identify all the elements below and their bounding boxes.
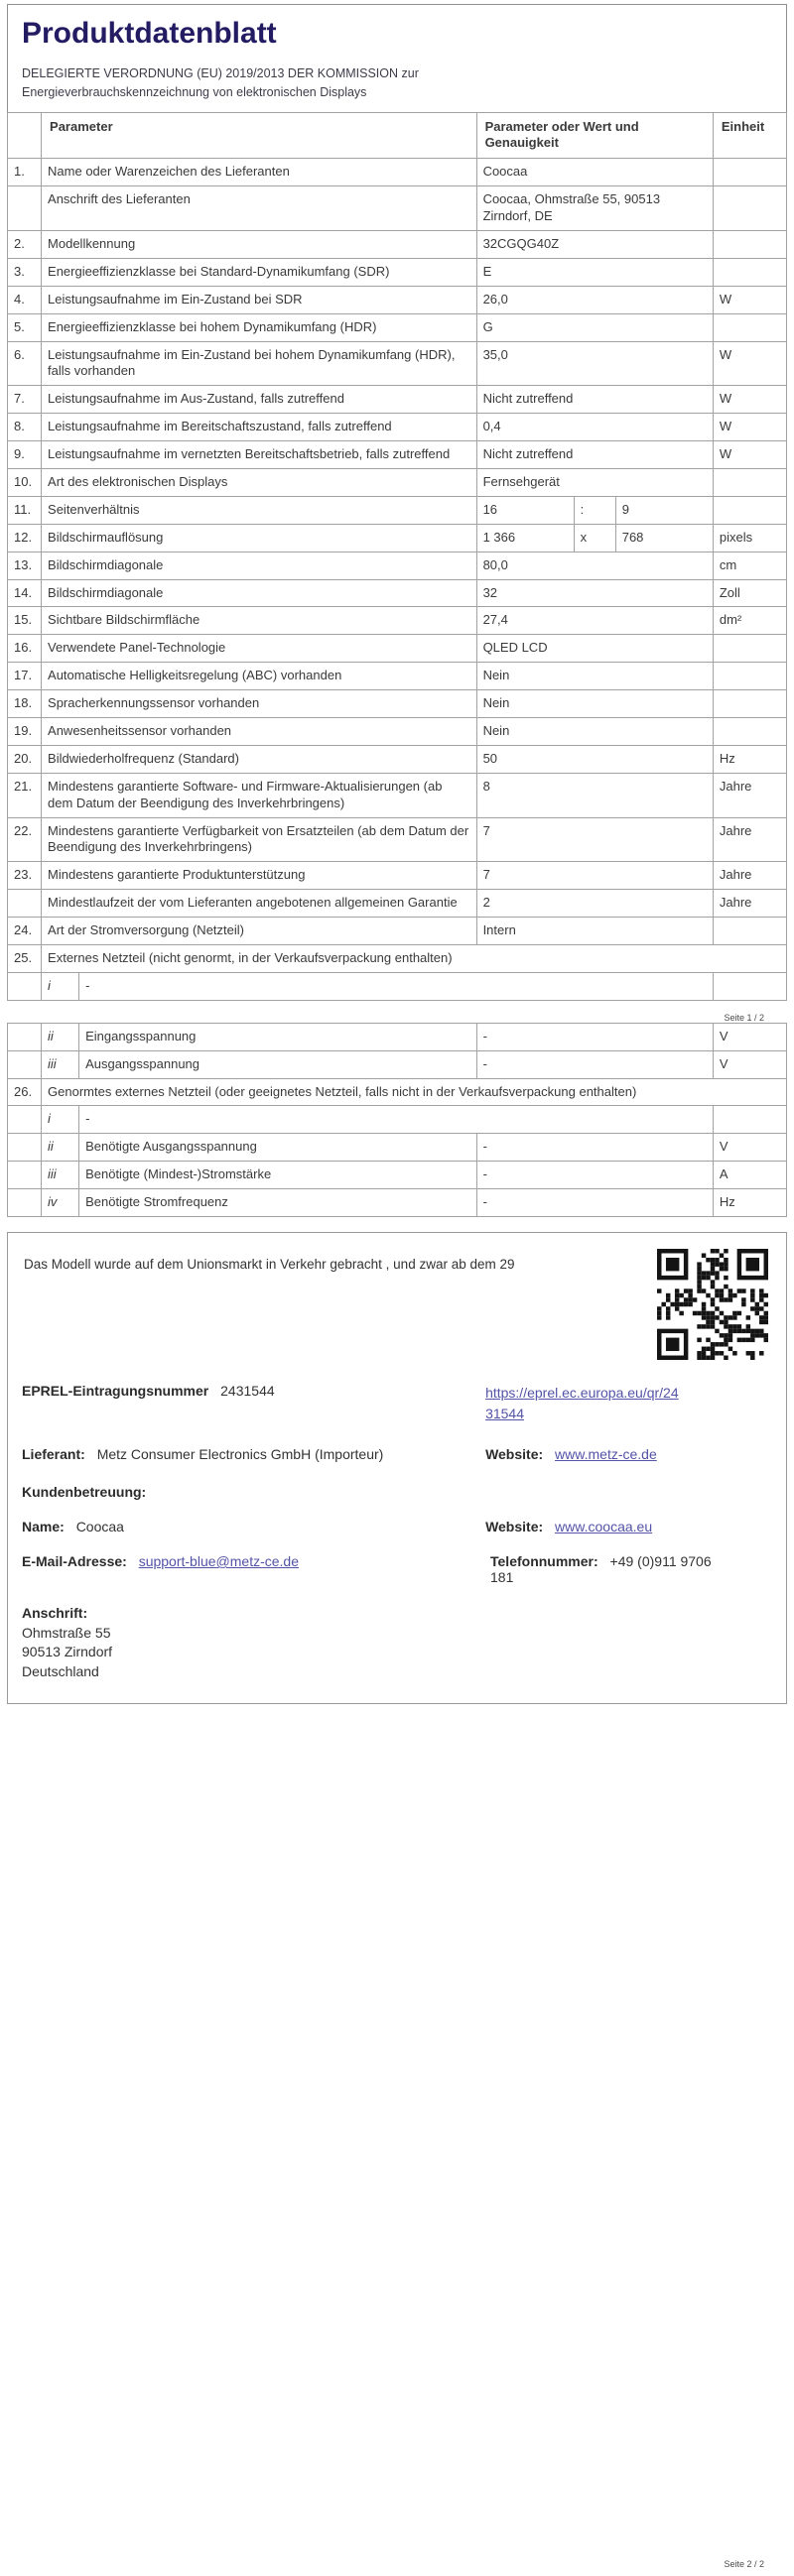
row-unit	[713, 972, 786, 1000]
row-unit	[713, 186, 786, 231]
phone-value: +49 (0)911 9706 181	[490, 1553, 712, 1586]
row-unit: V	[713, 1023, 786, 1050]
name-value: Coocaa	[75, 1519, 124, 1535]
p1-row-8	[8, 414, 787, 441]
value-second: 768	[615, 524, 713, 552]
p1-row-11	[8, 496, 787, 524]
subtitle-line-1: DELEGIERTE VERORDNUNG (EU) 2019/2013 DER KOMMISSION zur	[22, 66, 419, 80]
website2-link[interactable]: www.coocaa.eu	[555, 1519, 653, 1535]
supplier-info-box	[7, 1232, 787, 1704]
row-value: 32	[476, 579, 713, 607]
supplier-value: Metz Consumer Electronics GmbH (Importeur)	[96, 1446, 384, 1463]
row-label: Automatische Helligkeitsregelung (ABC) vorhanden	[42, 663, 477, 690]
header-number-cell	[8, 112, 42, 159]
name-label: Name:	[22, 1519, 65, 1535]
p2-row-2	[8, 1078, 787, 1106]
row-number: 10.	[8, 468, 42, 496]
row-label: Leistungsaufnahme im vernetzten Bereitschaftsbetrieb, falls zutreffend	[42, 441, 477, 469]
row-number: 19.	[8, 717, 42, 745]
p1-row-2	[8, 230, 787, 258]
row-label: Genormtes externes Netzteil (oder geeignetes Netzteil, falls nicht in der Verkaufsverpackung enthalten)	[42, 1078, 787, 1106]
website1-label: Website:	[485, 1446, 544, 1463]
subtitle-line-2: Energieverbrauchskennzeichnung von elektronischen Displays	[22, 84, 367, 99]
row-value: Coocaa, Ohmstraße 55, 90513 Zirndorf, DE	[476, 186, 713, 231]
title-block	[7, 4, 787, 112]
row-label: Bildschirmdiagonale	[42, 579, 477, 607]
row-value: -	[79, 972, 714, 1000]
row-label: Benötigte Ausgangsspannung	[79, 1134, 477, 1162]
row-label: Energieeffizienzklasse bei hohem Dynamikumfang (HDR)	[42, 313, 477, 341]
row-roman: i	[42, 1106, 79, 1134]
p1-row-10	[8, 468, 787, 496]
row-unit: Jahre	[713, 817, 786, 862]
row-number: 25.	[8, 945, 42, 973]
row-number: 17.	[8, 663, 42, 690]
row-label: Energieeffizienzklasse bei Standard-Dynamikumfang (SDR)	[42, 258, 477, 286]
row-number: 8.	[8, 414, 42, 441]
row-value: G	[476, 313, 713, 341]
p1-row-14	[8, 579, 787, 607]
row-number	[8, 1023, 42, 1050]
p1-row-5	[8, 313, 787, 341]
row-value: 2	[476, 890, 713, 918]
row-unit: Zoll	[713, 579, 786, 607]
p1-row-22	[8, 817, 787, 862]
email-label: E-Mail-Adresse:	[22, 1553, 127, 1570]
row-value: -	[476, 1050, 713, 1078]
qr-code	[655, 1247, 774, 1366]
email-row	[22, 1553, 772, 1585]
row-value: 7	[476, 862, 713, 890]
eprel-number: 2431544	[220, 1383, 275, 1400]
row-unit: W	[713, 341, 786, 386]
row-label: Bildwiederholfrequenz (Standard)	[42, 745, 477, 773]
row-value: QLED LCD	[476, 635, 713, 663]
row-value: 35,0	[476, 341, 713, 386]
value-separator: x	[574, 524, 615, 552]
website1-link[interactable]: www.metz-ce.de	[555, 1446, 657, 1463]
row-label: Name oder Warenzeichen des Lieferanten	[42, 159, 477, 186]
row-number: 16.	[8, 635, 42, 663]
row-value: Nicht zutreffend	[476, 441, 713, 469]
row-roman: i	[42, 972, 79, 1000]
row-number	[8, 1050, 42, 1078]
row-number: 20.	[8, 745, 42, 773]
p1-row-19	[8, 717, 787, 745]
page1-footer: Seite 1 / 2	[724, 1012, 764, 1023]
p1-row-18	[8, 690, 787, 718]
row-label: Ausgangsspannung	[79, 1050, 477, 1078]
row-unit: W	[713, 441, 786, 469]
row-unit	[713, 635, 786, 663]
p1-row-4	[8, 286, 787, 313]
row-label: Mindestlaufzeit der vom Lieferanten angebotenen allgemeinen Garantie	[42, 890, 477, 918]
email-link[interactable]: support-blue@metz-ce.de	[138, 1553, 299, 1570]
row-value: -	[79, 1106, 714, 1134]
row-number	[8, 1106, 42, 1134]
spec-table-page2	[7, 1023, 787, 1217]
row-number: 22.	[8, 817, 42, 862]
row-label: Leistungsaufnahme im Aus-Zustand, falls zutreffend	[42, 386, 477, 414]
row-number: 6.	[8, 341, 42, 386]
row-roman: ii	[42, 1134, 79, 1162]
value-first: 1 366	[476, 524, 574, 552]
row-number: 26.	[8, 1078, 42, 1106]
row-unit	[713, 230, 786, 258]
row-unit: Jahre	[713, 862, 786, 890]
row-value: 7	[476, 817, 713, 862]
p2-row-5	[8, 1162, 787, 1189]
row-label: Leistungsaufnahme im Ein-Zustand bei hohem Dynamikumfang (HDR), falls vorhanden	[42, 341, 477, 386]
header-parameter: Parameter	[42, 112, 477, 159]
row-label: Benötigte Stromfrequenz	[79, 1189, 477, 1217]
eprel-right	[485, 1383, 772, 1424]
row-label: Modellkennung	[42, 230, 477, 258]
value-first: 16	[476, 496, 574, 524]
row-unit: dm²	[713, 607, 786, 635]
p1-row-23	[8, 862, 787, 890]
name-row	[22, 1519, 772, 1534]
row-label: Spracherkennungssensor vorhanden	[42, 690, 477, 718]
spec-table-page1	[7, 112, 787, 1001]
email-left	[22, 1553, 490, 1569]
row-value: Nein	[476, 717, 713, 745]
row-label: Bildschirmauflösung	[42, 524, 477, 552]
p1-row-17	[8, 663, 787, 690]
row-number	[8, 1189, 42, 1217]
row-label: Mindestens garantierte Verfügbarkeit von Ersatzteilen (ab dem Datum der Beendigung des Inverkehrbringens)	[42, 817, 477, 862]
row-unit: Hz	[713, 745, 786, 773]
row-label: Externes Netzteil (nicht genormt, in der Verkaufsverpackung enthalten)	[42, 945, 787, 973]
row-unit	[713, 313, 786, 341]
row-label: Art der Stromversorgung (Netzteil)	[42, 918, 477, 945]
page-title: Produktdatenblatt	[22, 17, 277, 50]
row-value: -	[476, 1134, 713, 1162]
row-unit	[713, 159, 786, 186]
row-number	[8, 186, 42, 231]
row-roman: ii	[42, 1023, 79, 1050]
row-unit: A	[713, 1162, 786, 1189]
row-label: Mindestens garantierte Software- und Firmware-Aktualisierungen (ab dem Datum der Beendigung des Inverkehrbringens)	[42, 773, 477, 817]
row-unit: W	[713, 414, 786, 441]
p1-row-24	[8, 890, 787, 918]
header-value: Parameter oder Wert und Genauigkeit	[476, 112, 713, 159]
p1-row-25	[8, 918, 787, 945]
p1-row-15	[8, 607, 787, 635]
row-unit	[713, 717, 786, 745]
row-value: E	[476, 258, 713, 286]
row-number: 11.	[8, 496, 42, 524]
value-second: 9	[615, 496, 713, 524]
eprel-left	[22, 1383, 485, 1399]
customer-care-label: Kundenbetreuung:	[22, 1484, 147, 1501]
row-label: Anschrift des Lieferanten	[42, 186, 477, 231]
row-number: 3.	[8, 258, 42, 286]
row-unit: W	[713, 386, 786, 414]
eprel-label: EPREL-Eintragungsnummer	[22, 1383, 209, 1400]
row-number: 7.	[8, 386, 42, 414]
row-unit: cm	[713, 552, 786, 579]
row-roman: iii	[42, 1162, 79, 1189]
row-number	[8, 972, 42, 1000]
row-label: Leistungsaufnahme im Bereitschaftszustand, falls zutreffend	[42, 414, 477, 441]
p2-row-1	[8, 1050, 787, 1078]
row-unit	[713, 496, 786, 524]
row-unit	[713, 468, 786, 496]
address-block	[22, 1604, 772, 1681]
supplier-label: Lieferant:	[22, 1446, 85, 1463]
row-label: Mindestens garantierte Produktunterstützung	[42, 862, 477, 890]
row-number: 2.	[8, 230, 42, 258]
row-number: 15.	[8, 607, 42, 635]
p1-row-7	[8, 386, 787, 414]
row-value: 32CGQG40Z	[476, 230, 713, 258]
row-number	[8, 1162, 42, 1189]
row-label: Bildschirmdiagonale	[42, 552, 477, 579]
row-number: 13.	[8, 552, 42, 579]
row-value: Nein	[476, 690, 713, 718]
website2-label: Website:	[485, 1519, 544, 1535]
row-value: 50	[476, 745, 713, 773]
row-unit	[713, 258, 786, 286]
row-value: 26,0	[476, 286, 713, 313]
row-number: 1.	[8, 159, 42, 186]
row-unit	[713, 1106, 786, 1134]
row-label: Verwendete Panel-Technologie	[42, 635, 477, 663]
supplier-left	[22, 1446, 485, 1462]
market-placement-text: Das Modell wurde auf dem Unionsmarkt in Verkehr gebracht , und zwar ab dem 29	[24, 1257, 515, 1273]
eprel-row	[22, 1383, 772, 1424]
row-unit: pixels	[713, 524, 786, 552]
row-value: 8	[476, 773, 713, 817]
row-unit: Hz	[713, 1189, 786, 1217]
address-line-1: Ohmstraße 55	[22, 1624, 111, 1641]
row-number: 14.	[8, 579, 42, 607]
p2-row-3	[8, 1106, 787, 1134]
phone-label: Telefonnummer:	[490, 1553, 598, 1570]
subtitle	[22, 64, 772, 102]
row-number: 4.	[8, 286, 42, 313]
p1-row-1	[8, 186, 787, 231]
row-unit: Jahre	[713, 890, 786, 918]
row-label: Sichtbare Bildschirmfläche	[42, 607, 477, 635]
row-value: Nicht zutreffend	[476, 386, 713, 414]
row-value: 80,0	[476, 552, 713, 579]
row-roman: iii	[42, 1050, 79, 1078]
row-number	[8, 890, 42, 918]
supplier-right	[485, 1446, 772, 1462]
row-unit: V	[713, 1050, 786, 1078]
row-value: 27,4	[476, 607, 713, 635]
row-label: Leistungsaufnahme im Ein-Zustand bei SDR	[42, 286, 477, 313]
address-label: Anschrift:	[22, 1605, 88, 1622]
row-label: Art des elektronischen Displays	[42, 468, 477, 496]
p2-row-4	[8, 1134, 787, 1162]
row-value: -	[476, 1162, 713, 1189]
p2-row-6	[8, 1189, 787, 1217]
row-unit: W	[713, 286, 786, 313]
header-unit: Einheit	[713, 112, 786, 159]
p1-row-12	[8, 524, 787, 552]
row-value: Intern	[476, 918, 713, 945]
supplier-row	[22, 1446, 772, 1462]
value-separator: :	[574, 496, 615, 524]
p1-row-3	[8, 258, 787, 286]
page2-footer: Seite 2 / 2	[724, 2559, 764, 2569]
p2-row-0	[8, 1023, 787, 1050]
row-unit: V	[713, 1134, 786, 1162]
row-value: Coocaa	[476, 159, 713, 186]
row-number: 12.	[8, 524, 42, 552]
phone-right	[490, 1553, 727, 1585]
row-number: 18.	[8, 690, 42, 718]
p1-row-27	[8, 972, 787, 1000]
row-unit	[713, 663, 786, 690]
row-number: 5.	[8, 313, 42, 341]
p1-row-9	[8, 441, 787, 469]
p1-row-13	[8, 552, 787, 579]
row-label: Anwesenheitssensor vorhanden	[42, 717, 477, 745]
row-number: 24.	[8, 918, 42, 945]
name-right	[485, 1519, 772, 1534]
row-number	[8, 1134, 42, 1162]
row-roman: iv	[42, 1189, 79, 1217]
row-label: Seitenverhältnis	[42, 496, 477, 524]
p1-row-6	[8, 341, 787, 386]
p1-row-21	[8, 773, 787, 817]
p1-row-16	[8, 635, 787, 663]
row-label: Eingangsspannung	[79, 1023, 477, 1050]
row-value: -	[476, 1023, 713, 1050]
name-left	[22, 1519, 485, 1534]
row-unit: Jahre	[713, 773, 786, 817]
row-unit	[713, 690, 786, 718]
row-number: 9.	[8, 441, 42, 469]
row-label: Benötigte (Mindest-)Stromstärke	[79, 1162, 477, 1189]
row-number: 23.	[8, 862, 42, 890]
p1-row-20	[8, 745, 787, 773]
eprel-link[interactable]: https://eprel.ec.europa.eu/qr/2431544	[485, 1385, 679, 1422]
row-value: Nein	[476, 663, 713, 690]
address-line-2: 90513 Zirndorf	[22, 1644, 113, 1660]
row-value: Fernsehgerät	[476, 468, 713, 496]
row-unit	[713, 918, 786, 945]
row-value: -	[476, 1189, 713, 1217]
row-number: 21.	[8, 773, 42, 817]
header-row	[8, 112, 787, 159]
p1-row-0	[8, 159, 787, 186]
row-value: 0,4	[476, 414, 713, 441]
address-line-3: Deutschland	[22, 1662, 99, 1679]
p1-row-26	[8, 945, 787, 973]
